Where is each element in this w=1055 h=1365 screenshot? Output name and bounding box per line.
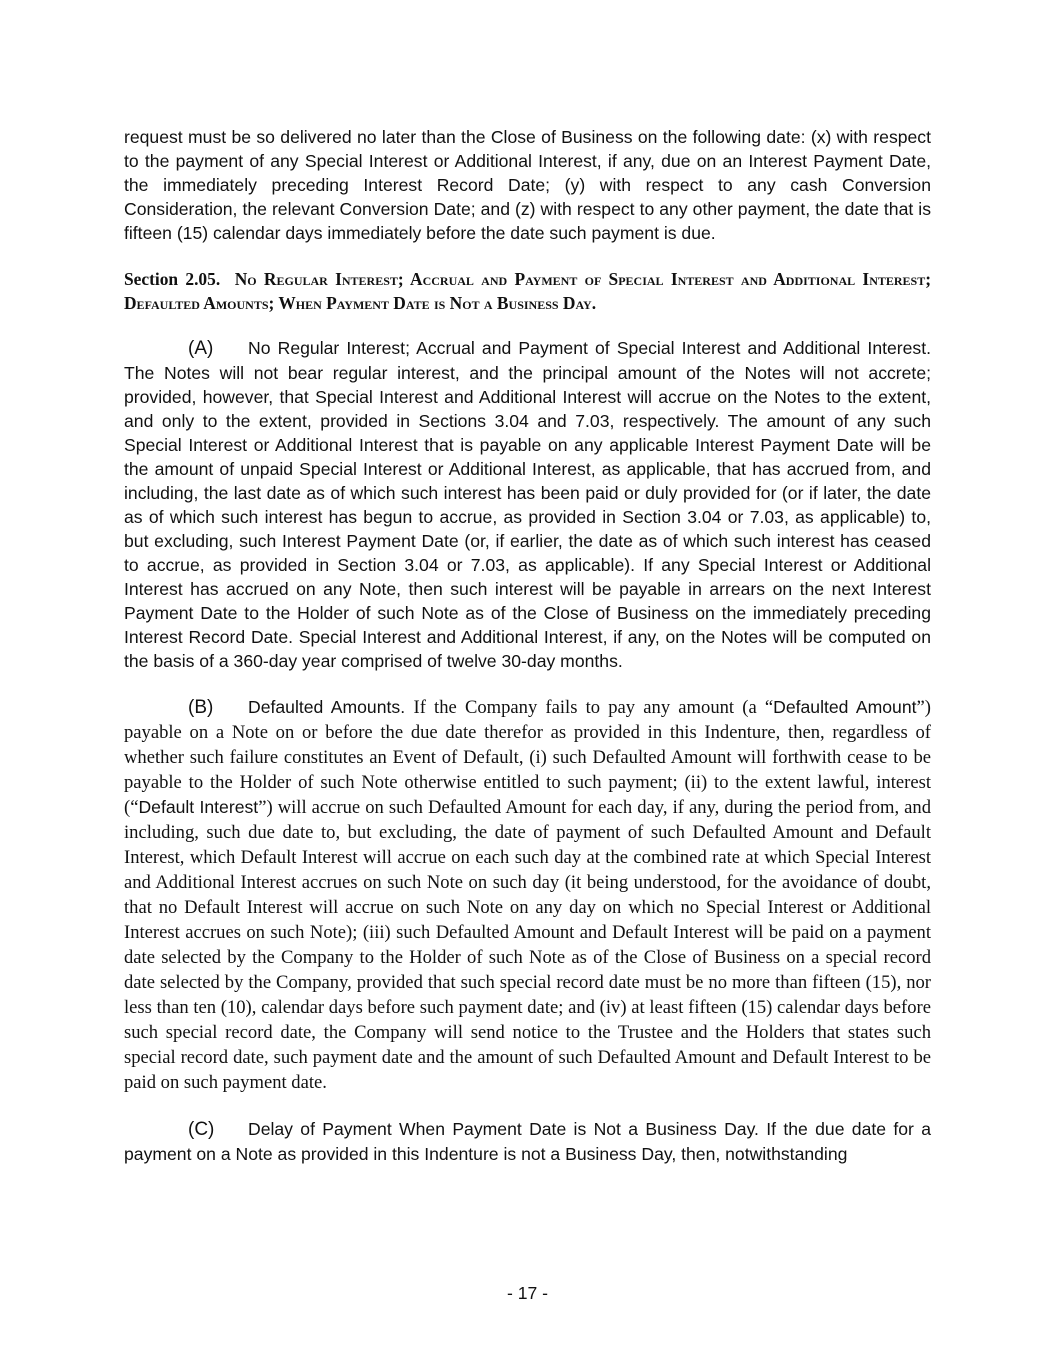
subsection-text-part: ”) will accrue on such Defaulted Amount for each day, if any, during the period from, and including, such due date to, but excluding, the date of payment of such Defaulted Amount and Default Interest, which Default Interest will accrue on each such day at the combined rate at which Special Interest and Additional Interest accrues on such Note on such day (it being understood, for the avoidance of doubt, that no Default Interest will accrue on such Note on any day on which no Special Interest or Additional Interest accrues on such Note); (iii) such Defaulted Amount and Default Interest will be paid on a payment date selected by the Company to the Holder of such Note as of the Close of Business on a special record date selected by the Company, provided that such special record date must be no more than fifteen (15), nor less than ten (10), calendar days before such payment date; and (iv) at least fifteen (15) calendar days before such special record date, the Company will send notice to the Trustee and the Holders that states such special record date, such payment date and the amount of such Defaulted Amount and Default Interest to be paid on such payment date. xyxy=(124,797,932,1093)
subsection-heading: Defaulted Amounts. xyxy=(248,697,406,717)
subsection-text: No Regular Interest; Accrual and Payment of Special Interest and Additional Interest. The Notes will not bear regular interest, and the principal amount of the Notes will not accrete; provided, however, that Special Interest and Additional Interest will accrue on the Notes to the extent, and only to the extent, provided in Sections 3.04 and 7.03, respectively. The amount of any such Special Interest or Additional Interest that is payable on any applicable Interest Payment Date will be the amount of unpaid Special Interest or Additional Interest, as applicable, that has accrued from, and including, the last date as of which such interest has been paid or duly provided for (or if later, the date as of which such interest has begun to accrue, as provided in Section 3.04 or 7.03, as applicable) to, but excluding, such Interest Payment Date (or, if earlier, the date as of which such interest has ceased to accrue, as provided in Section 3.04 or 7.03, as applicable). If any Special Interest or Additional Interest has accrued on any Note, then such interest will be payable in arrears on the next Interest Payment Date to the Holder of such Note as of the Close of Business on the immediately preceding Interest Record Date. Special Interest and Additional Interest, if any, on the Notes will be computed on the basis of a 360-day year comprised of twelve 30-day months. xyxy=(124,338,931,671)
subsection-label: (A) xyxy=(188,338,214,359)
subsection-label: (B) xyxy=(188,697,214,718)
section-title: No Regular Interest; Accrual and Payment of Special Interest and Additional Interest; Defaulted Amounts; When Payment Date is Not a Business Day. xyxy=(124,269,932,313)
defined-term: Default Interest xyxy=(138,797,259,817)
subsection-c xyxy=(124,1117,931,1166)
subsection-text-part: ”) payable on a Note on or before the due date therefor as provided in this Indenture, then, regardless of whether such failure constitutes an Event of Default, (i) such Defaulted Amount will forthwith cease to be payable to the Holder of such Note otherwise entitled to such payment; (ii) to the extent lawful, interest (“ xyxy=(124,697,931,818)
subsection-b xyxy=(124,695,931,1095)
subsection-text-part: If the Company fails to pay any amount (a “ xyxy=(413,697,774,718)
page-body xyxy=(124,125,931,1166)
section-heading xyxy=(124,267,931,315)
defined-term: Defaulted Amount xyxy=(773,697,917,717)
section-number: Section 2.05. xyxy=(124,269,221,289)
subsection-a xyxy=(124,336,931,673)
subsection-text: Delay of Payment When Payment Date is Not a Business Day. If the due date for a payment on a Note as provided in this Indenture is not a Business Day, then, notwithstanding xyxy=(124,1119,931,1164)
page-number: - 17 - xyxy=(506,1283,549,1303)
subsection-label: (C) xyxy=(188,1119,215,1140)
intro-paragraph: request must be so delivered no later than the Close of Business on the following date: (x) with respect to the payment of any Special Interest or Additional Interest, if any, due on an Interest Payment Date, the immediately preceding Interest Record Date; (y) with respect to any cash Conversion Consideration, the relevant Conversion Date; and (z) with respect to any other payment, the date that is fifteen (15) calendar days immediately before the date such payment is due. xyxy=(124,127,931,243)
